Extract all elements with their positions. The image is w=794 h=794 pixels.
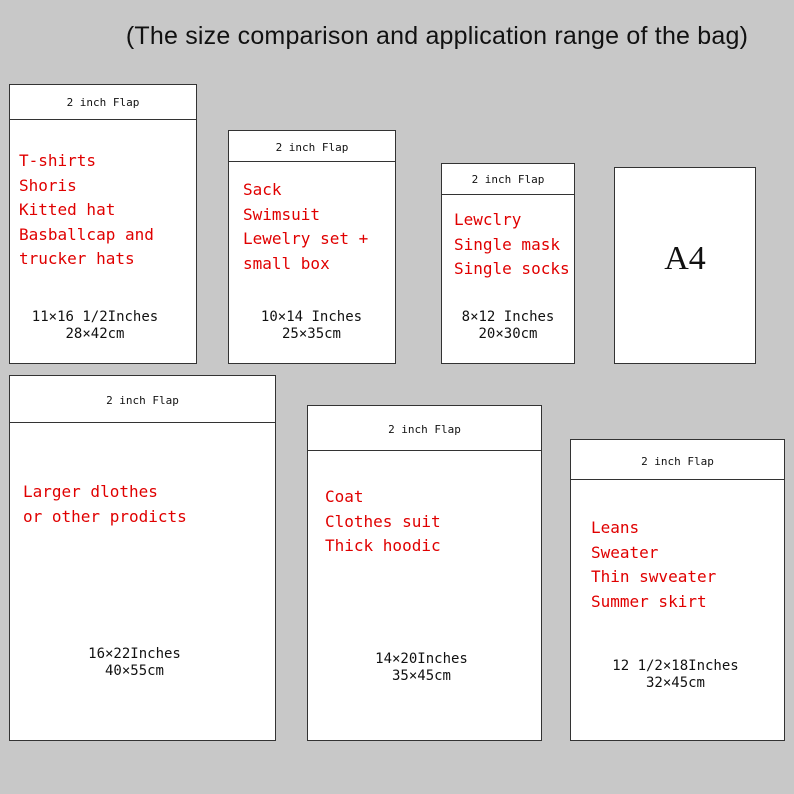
size-label — [442, 309, 574, 342]
flap-label: 2 inch Flap — [308, 406, 541, 451]
use-item: Single socks — [454, 259, 570, 279]
flap-label: 2 inch Flap — [10, 85, 196, 120]
use-list — [591, 516, 716, 614]
use-item: Single mask — [454, 234, 560, 254]
use-list — [325, 485, 441, 559]
use-item: small box — [243, 253, 330, 273]
bag-8x12 — [441, 163, 575, 364]
use-item: Swimsuit — [243, 204, 321, 224]
use-item: Basballcap and — [19, 224, 154, 244]
flap-label: 2 inch Flap — [229, 131, 395, 162]
flap-label: 2 inch Flap — [10, 376, 275, 423]
flap-label: 2 inch Flap — [442, 164, 574, 195]
use-item: T-shirts — [19, 151, 97, 170]
use-item: Thick hoodic — [325, 536, 441, 556]
use-item: Summer skirt — [591, 591, 707, 611]
use-list — [19, 149, 154, 272]
size-label — [567, 658, 784, 691]
use-list — [23, 480, 187, 529]
bag-11x16 — [9, 84, 197, 364]
size-inches: 16×22Inches — [88, 646, 181, 662]
bag-10x14 — [228, 130, 396, 364]
size-label — [228, 309, 395, 342]
use-item: Larger dlothes — [23, 482, 158, 501]
use-list — [454, 208, 570, 282]
use-item: Lewelry set + — [243, 229, 369, 249]
size-inches: 14×20Inches — [375, 651, 468, 667]
bag-12-5x18 — [570, 439, 785, 741]
use-list — [243, 178, 368, 276]
bag-16x22 — [9, 375, 276, 741]
size-label — [0, 309, 196, 342]
use-item: Shoris — [19, 175, 77, 195]
use-item: trucker hats — [19, 249, 135, 269]
size-inches: 8×12 Inches — [461, 309, 555, 325]
bag-14x20 — [307, 405, 542, 741]
size-inches: 11×16 1/2Inches — [31, 309, 159, 325]
use-item: or other prodicts — [23, 506, 187, 526]
size-cm: 40×55cm — [104, 662, 164, 679]
use-item: Thin swveater — [591, 567, 717, 587]
use-item: Lewclry — [454, 210, 522, 229]
size-cm: 35×45cm — [391, 667, 451, 684]
size-cm: 32×45cm — [645, 674, 705, 691]
size-inches: 12 1/2×18Inches — [612, 658, 739, 674]
use-item: Kitted hat — [19, 200, 116, 220]
size-label — [302, 651, 541, 684]
a4-label: A4 — [664, 240, 706, 277]
a4-reference — [614, 167, 756, 364]
use-item: Leans — [591, 518, 640, 537]
size-cm: 25×35cm — [281, 325, 341, 342]
size-inches: 10×14 Inches — [260, 309, 363, 325]
page-title: (The size comparison and application range of the bag) — [125, 22, 749, 50]
use-item: Clothes suit — [325, 511, 441, 531]
use-item: Coat — [325, 487, 364, 506]
size-cm: 20×30cm — [478, 325, 538, 342]
use-item: Sweater — [591, 542, 659, 562]
size-label — [0, 646, 275, 679]
size-cm: 28×42cm — [65, 325, 125, 342]
flap-label: 2 inch Flap — [571, 440, 784, 480]
use-item: Sack — [243, 180, 282, 199]
